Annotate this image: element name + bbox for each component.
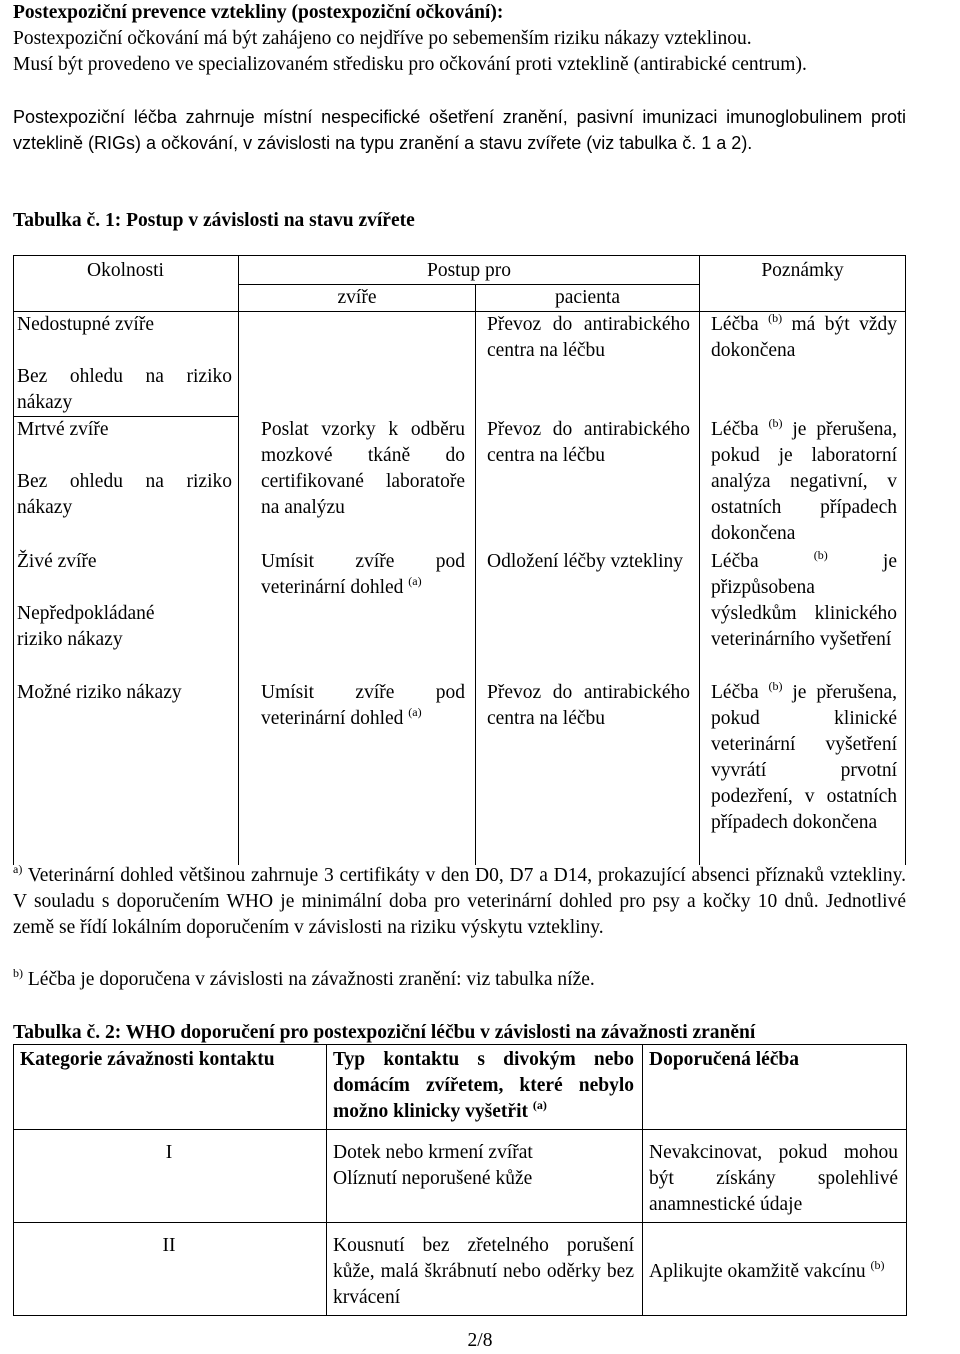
poznamka-text: je přizpůsobena výsledkům klinického veterinárního vyšetření: [711, 551, 897, 650]
okolnost-risk: Bez ohledu na riziko nákazy: [17, 471, 232, 518]
okolnost-risk: Bez ohledu na riziko nákazy: [17, 366, 232, 413]
footnote-b-mark: b): [13, 966, 23, 980]
postup-pacienta: Převoz do antirabického centra na léčbu: [487, 314, 690, 361]
table1-caption: Tabulka č. 1: Postup v závislosti na stavu zvířete: [13, 210, 415, 231]
poznamka-lead: Léčba: [711, 419, 759, 440]
postup-zvire: [261, 680, 465, 732]
poznamka-text: má být vždy dokončena: [711, 314, 898, 361]
postup-zvire-text: Umísit zvíře pod veterinární dohled: [261, 682, 465, 729]
table2-caption: Tabulka č. 2: WHO doporučení pro postexpoziční léčbu v závislosti na závažnosti zranění: [13, 1022, 756, 1043]
table1-border: [905, 255, 906, 865]
footnote-b: [13, 967, 906, 993]
okolnost-label: Živé zvíře: [17, 551, 97, 572]
lecba-cell: Nevakcinovat, pokud mohou být získány spolehlivé anamnestické údaje: [643, 1130, 907, 1223]
table1-header-okolnosti: Okolnosti: [87, 260, 164, 281]
poznamka: [711, 417, 897, 547]
lecba-cell: [643, 1223, 907, 1316]
kategorie-cell: II: [14, 1223, 327, 1316]
table1-border: [699, 255, 700, 865]
intro-paragraph: Postexpoziční léčba zahrnuje místní nespecifické ošetření zranění, pasivní imunizaci imunoglobulinem proti vzteklině (RIGs) a očkování, v závislosti na typu zranění a stavu zvířete (viz tabulka č. 1 a 2).: [13, 107, 906, 153]
typ-line: Olíznutí neporušené kůže: [333, 1168, 533, 1189]
poznamka-lead: Léčba: [711, 682, 759, 703]
footnote-a-text: Veterinární dohled většinou zahrnuje 3 certifikáty v den D0, D7 a D14, prokazující absenci příznaků vztekliny. V souladu s doporučením WHO je minimální doba pro veterinární dohled pro psy a kočky 10 dnů. Jednotlivé země se řídí lokálním doporučením v závislosti na riziku výskytu vztekliny.: [13, 865, 906, 938]
table2-header-kategorie: Kategorie závažnosti kontaktu: [14, 1045, 327, 1130]
okolnost-label: Mrtvé zvíře: [17, 419, 109, 440]
lecba-text: Aplikujte okamžitě vakcínu: [649, 1261, 866, 1282]
poznamka: [711, 549, 897, 653]
poznamka-lead: Léčba: [711, 314, 759, 335]
table1-border: [238, 255, 239, 865]
postup-zvire: [261, 549, 465, 601]
table-row: [14, 1130, 907, 1223]
footnote-ref: (b): [870, 1258, 885, 1272]
footnote-ref: (a): [408, 705, 422, 719]
table2-header-row: [14, 1045, 907, 1130]
intro-line-1: Postexpoziční očkování má být zahájeno co nejdříve po sebemenším riziku nákazy vzteklinou.: [13, 28, 752, 49]
footnote-a-mark: a): [13, 862, 23, 876]
table1-header-postup: Postup pro: [427, 260, 511, 281]
table-row: [17, 549, 232, 653]
table2-header-typ: [327, 1045, 643, 1130]
poznamka: [711, 680, 897, 836]
typ-cell: Kousnutí bez zřetelného porušení kůže, malá škrábnutí nebo oděrky bez krvácení: [327, 1223, 643, 1316]
poznamka-text: je přerušena, pokud je laboratorní analýza negativní, v ostatních případech dokončena: [711, 419, 897, 544]
okolnost-label: Nedostupné zvíře: [17, 314, 154, 335]
table2: [13, 1044, 907, 1316]
table2-header-typ-text: Typ kontaktu s divokým nebo domácím zvířetem, které nebylo možno klinicky vyšetřit: [333, 1049, 634, 1122]
typ-line: Dotek nebo krmení zvířat: [333, 1142, 533, 1163]
postup-pacienta: Převoz do antirabického centra na léčbu: [487, 682, 690, 729]
section-heading: Postexpoziční prevence vztekliny (postexpoziční očkování):: [13, 2, 504, 23]
kategorie-cell: I: [14, 1130, 327, 1223]
footnote-ref: (a): [408, 574, 422, 588]
table2-header-lecba: Doporučená léčba: [643, 1045, 907, 1130]
postup-pacienta: Převoz do antirabického centra na léčbu: [487, 419, 690, 466]
poznamka-text: je přerušena, pokud klinické veterinární vyšetření vyvrátí prvotní podezření, v ostatních případech dokončena: [711, 682, 897, 833]
poznamka-lead: Léčba: [711, 551, 759, 572]
table1-header-pacienta: pacienta: [555, 287, 620, 308]
table1-border: [13, 255, 906, 256]
table1-border: [475, 284, 476, 865]
footnote-ref: (a): [532, 1098, 547, 1112]
table1-header-zvire: zvíře: [337, 287, 377, 308]
postup-zvire: Poslat vzorky k odběru mozkové tkáně do certifikované laboratoře na analýzu: [261, 419, 465, 518]
postup-zvire-text: Umísit zvíře pod veterinární dohled: [261, 551, 465, 598]
table1-header-poznamky: Poznámky: [761, 260, 844, 281]
poznamka: [711, 312, 897, 364]
table-row: [14, 1223, 907, 1316]
table-row: [17, 417, 232, 521]
footnote-b-text: Léčba je doporučena v závislosti na závažnosti zranění: viz tabulka níže.: [27, 969, 595, 990]
intro-line-2: Musí být provedeno ve specializovaném středisku pro očkování proti vzteklině (antirabické centrum).: [13, 54, 807, 75]
page-number: 2/8: [467, 1330, 493, 1351]
table1-border: [13, 255, 14, 865]
footnote-ref: (b): [813, 548, 828, 562]
postup-pacienta: Odložení léčby vztekliny: [487, 551, 684, 572]
footnote-ref: (b): [768, 311, 783, 325]
table-row: [17, 312, 232, 416]
okolnost-risk: Nepředpokládané riziko nákazy: [17, 603, 155, 650]
footnote-ref: (b): [768, 679, 783, 693]
okolnost-label: Možné riziko nákazy: [17, 682, 182, 703]
footnote-a: [13, 863, 906, 941]
footnote-ref: (b): [768, 416, 783, 430]
table-row: [17, 680, 232, 706]
typ-cell: [327, 1130, 643, 1223]
